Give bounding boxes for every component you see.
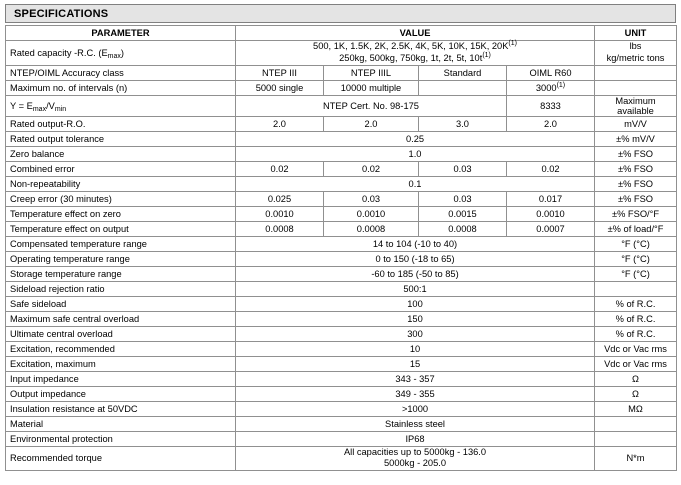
storage-temp-value: -60 to 185 (-50 to 85) xyxy=(236,266,595,281)
table-row xyxy=(6,326,677,341)
row-label-ultimate-overload: Ultimate central overload xyxy=(6,326,236,341)
table-row xyxy=(6,401,677,416)
temp-effect-output-v1: 0.0008 xyxy=(236,221,324,236)
rated-capacity-value-line2-text: 250kg, 500kg, 750kg, 1t, 2t, 5t, 10t xyxy=(339,52,483,63)
zero-balance-unit: ±% FSO xyxy=(595,146,677,161)
table-row xyxy=(6,191,677,206)
sideload-rejection-unit xyxy=(595,281,677,296)
creep-v3: 0.03 xyxy=(419,191,507,206)
table-row xyxy=(6,296,677,311)
rated-capacity-value-line2 xyxy=(240,53,590,65)
table-row xyxy=(6,386,677,401)
table-row xyxy=(6,266,677,281)
temp-effect-output-unit: ±% of load/°F xyxy=(595,221,677,236)
combined-error-v3: 0.03 xyxy=(419,161,507,176)
row-label-compensated-temp: Compensated temperature range xyxy=(6,236,236,251)
accuracy-class-v1: NTEP III xyxy=(236,65,324,80)
input-impedance-unit: Ω xyxy=(595,371,677,386)
ultimate-overload-value: 300 xyxy=(236,326,595,341)
recommended-torque-unit: N*m xyxy=(595,446,677,470)
combined-error-v4: 0.02 xyxy=(507,161,595,176)
safe-sideload-unit: % of R.C. xyxy=(595,296,677,311)
recommended-torque-line1: All capacities up to 5000kg - 136.0 xyxy=(343,446,487,457)
table-row xyxy=(6,311,677,326)
operating-temp-value: 0 to 150 (-18 to 65) xyxy=(236,251,595,266)
combined-error-unit: ±% FSO xyxy=(595,161,677,176)
excitation-recommended-value: 10 xyxy=(236,341,595,356)
table-row xyxy=(6,371,677,386)
max-safe-overload-unit: % of R.C. xyxy=(595,311,677,326)
material-unit xyxy=(595,416,677,431)
row-label-max-intervals: Maximum no. of intervals (n) xyxy=(6,80,236,95)
temp-effect-output-v4: 0.0007 xyxy=(507,221,595,236)
rated-capacity-label-pre: Rated capacity -R.C. (E xyxy=(10,47,108,58)
row-label-output-impedance: Output impedance xyxy=(6,386,236,401)
table-row xyxy=(6,206,677,221)
combined-error-v2: 0.02 xyxy=(324,161,419,176)
rated-output-tolerance-value: 0.25 xyxy=(236,131,595,146)
rated-capacity-label-sub: max xyxy=(107,52,121,60)
rated-output-unit: mV/V xyxy=(595,116,677,131)
rated-output-v3: 3.0 xyxy=(419,116,507,131)
accuracy-class-unit xyxy=(595,65,677,80)
rated-capacity-value-line1-sup: (1) xyxy=(508,40,517,47)
operating-temp-unit: °F (°C) xyxy=(595,251,677,266)
rated-capacity-value-line1-text: 500, 1K, 1.5K, 2K, 2.5K, 4K, 5K, 10K, 15K, 20K xyxy=(313,41,509,51)
creep-v2: 0.03 xyxy=(324,191,419,206)
row-label-excitation-recommended: Excitation, recommended xyxy=(6,341,236,356)
creep-v4: 0.017 xyxy=(507,191,595,206)
accuracy-class-v4: OIML R60 xyxy=(507,65,595,80)
table-row xyxy=(6,146,677,161)
table-row xyxy=(6,281,677,296)
table-header-row xyxy=(6,26,677,41)
max-intervals-v3 xyxy=(419,80,507,95)
table-row xyxy=(6,251,677,266)
environmental-unit xyxy=(595,431,677,446)
insulation-resistance-value: >1000 xyxy=(236,401,595,416)
max-intervals-v4 xyxy=(507,80,595,95)
row-label-storage-temp: Storage temperature range xyxy=(6,266,236,281)
row-label-creep: Creep error (30 minutes) xyxy=(6,191,236,206)
y-ratio-value-left: NTEP Cert. No. 98-175 xyxy=(236,95,507,116)
row-label-safe-sideload: Safe sideload xyxy=(6,296,236,311)
material-value: Stainless steel xyxy=(236,416,595,431)
row-label-input-impedance: Input impedance xyxy=(6,371,236,386)
header-unit: UNIT xyxy=(595,26,677,41)
combined-error-v1: 0.02 xyxy=(236,161,324,176)
row-unit-rated-capacity xyxy=(595,41,677,66)
table-row xyxy=(6,176,677,191)
table-row xyxy=(6,221,677,236)
creep-unit: ±% FSO xyxy=(595,191,677,206)
creep-v1: 0.025 xyxy=(236,191,324,206)
recommended-torque-value xyxy=(236,446,595,470)
temp-effect-zero-v3: 0.0015 xyxy=(419,206,507,221)
accuracy-class-v3: Standard xyxy=(419,65,507,80)
recommended-torque-line2: 5000kg - 205.0 xyxy=(383,458,447,469)
row-label-recommended-torque: Recommended torque xyxy=(6,446,236,470)
y-ratio-unit: Maximum available xyxy=(595,95,677,116)
table-row xyxy=(6,236,677,251)
specifications-table xyxy=(5,25,677,471)
input-impedance-value: 343 - 357 xyxy=(236,371,595,386)
max-intervals-v4-sup: (1) xyxy=(556,81,566,89)
rated-capacity-unit-line2: kg/metric tons xyxy=(606,52,665,63)
row-label-accuracy-class: NTEP/OIML Accuracy class xyxy=(6,65,236,80)
insulation-resistance-unit: MΩ xyxy=(595,401,677,416)
output-impedance-unit: Ω xyxy=(595,386,677,401)
row-label-rated-output: Rated output-R.O. xyxy=(6,116,236,131)
max-intervals-v1: 5000 single xyxy=(236,80,324,95)
section-title: SPECIFICATIONS xyxy=(5,4,676,23)
row-label-temp-effect-output: Temperature effect on output xyxy=(6,221,236,236)
rated-output-v4: 2.0 xyxy=(507,116,595,131)
row-label-environmental: Environmental protection xyxy=(6,431,236,446)
table-row xyxy=(6,161,677,176)
row-label-y-ratio xyxy=(6,95,236,116)
temp-effect-zero-v2: 0.0010 xyxy=(324,206,419,221)
y-ratio-label-sub2: min xyxy=(54,105,67,113)
table-row xyxy=(6,80,677,95)
rated-output-v1: 2.0 xyxy=(236,116,324,131)
compensated-temp-unit: °F (°C) xyxy=(595,236,677,251)
row-label-operating-temp: Operating temperature range xyxy=(6,251,236,266)
accuracy-class-v2: NTEP IIIL xyxy=(324,65,419,80)
row-label-material: Material xyxy=(6,416,236,431)
row-label-rated-output-tolerance: Rated output tolerance xyxy=(6,131,236,146)
excitation-recommended-unit: Vdc or Vac rms xyxy=(595,341,677,356)
y-ratio-label-sub1: max xyxy=(32,105,47,113)
excitation-maximum-value: 15 xyxy=(236,356,595,371)
table-row xyxy=(6,95,677,116)
header-parameter: PARAMETER xyxy=(6,26,236,41)
table-row xyxy=(6,41,677,66)
non-repeatability-value: 0.1 xyxy=(236,176,595,191)
max-intervals-unit xyxy=(595,80,677,95)
output-impedance-value: 349 - 355 xyxy=(236,386,595,401)
table-row xyxy=(6,416,677,431)
rated-output-tolerance-unit: ±% mV/V xyxy=(595,131,677,146)
table-row xyxy=(6,446,677,470)
row-label-insulation-resistance: Insulation resistance at 50VDC xyxy=(6,401,236,416)
y-ratio-label-mid: /V xyxy=(46,100,55,111)
rated-capacity-value-line1 xyxy=(240,41,590,53)
temp-effect-zero-unit: ±% FSO/°F xyxy=(595,206,677,221)
max-intervals-v4-text: 3000 xyxy=(535,82,557,93)
rated-output-v2: 2.0 xyxy=(324,116,419,131)
temp-effect-zero-v4: 0.0010 xyxy=(507,206,595,221)
sideload-rejection-value: 500:1 xyxy=(236,281,595,296)
excitation-maximum-unit: Vdc or Vac rms xyxy=(595,356,677,371)
table-row xyxy=(6,116,677,131)
non-repeatability-unit: ±% FSO xyxy=(595,176,677,191)
max-safe-overload-value: 150 xyxy=(236,311,595,326)
temp-effect-output-v2: 0.0008 xyxy=(324,221,419,236)
temp-effect-output-v3: 0.0008 xyxy=(419,221,507,236)
y-ratio-value-right: 8333 xyxy=(507,95,595,116)
row-label-combined-error: Combined error xyxy=(6,161,236,176)
header-value: VALUE xyxy=(236,26,595,41)
row-label-zero-balance: Zero balance xyxy=(6,146,236,161)
rated-capacity-value-line2-sup: (1) xyxy=(482,51,491,59)
table-row xyxy=(6,431,677,446)
compensated-temp-value: 14 to 104 (-10 to 40) xyxy=(236,236,595,251)
rated-capacity-unit-line1: lbs xyxy=(629,41,642,52)
table-row xyxy=(6,356,677,371)
rated-capacity-label-post: ) xyxy=(120,47,124,58)
row-label-temp-effect-zero: Temperature effect on zero xyxy=(6,206,236,221)
row-value-rated-capacity xyxy=(236,41,595,66)
table-row xyxy=(6,65,677,80)
zero-balance-value: 1.0 xyxy=(236,146,595,161)
row-label-max-safe-overload: Maximum safe central overload xyxy=(6,311,236,326)
table-row xyxy=(6,341,677,356)
row-label-sideload-rejection: Sideload rejection ratio xyxy=(6,281,236,296)
max-intervals-v2: 10000 multiple xyxy=(324,80,419,95)
ultimate-overload-unit: % of R.C. xyxy=(595,326,677,341)
temp-effect-zero-v1: 0.0010 xyxy=(236,206,324,221)
table-row xyxy=(6,131,677,146)
storage-temp-unit: °F (°C) xyxy=(595,266,677,281)
row-label-rated-capacity xyxy=(6,41,236,66)
environmental-value: IP68 xyxy=(236,431,595,446)
row-label-excitation-maximum: Excitation, maximum xyxy=(6,356,236,371)
row-label-non-repeatability: Non-repeatability xyxy=(6,176,236,191)
y-ratio-label-pre: Y = E xyxy=(10,100,33,111)
safe-sideload-value: 100 xyxy=(236,296,595,311)
